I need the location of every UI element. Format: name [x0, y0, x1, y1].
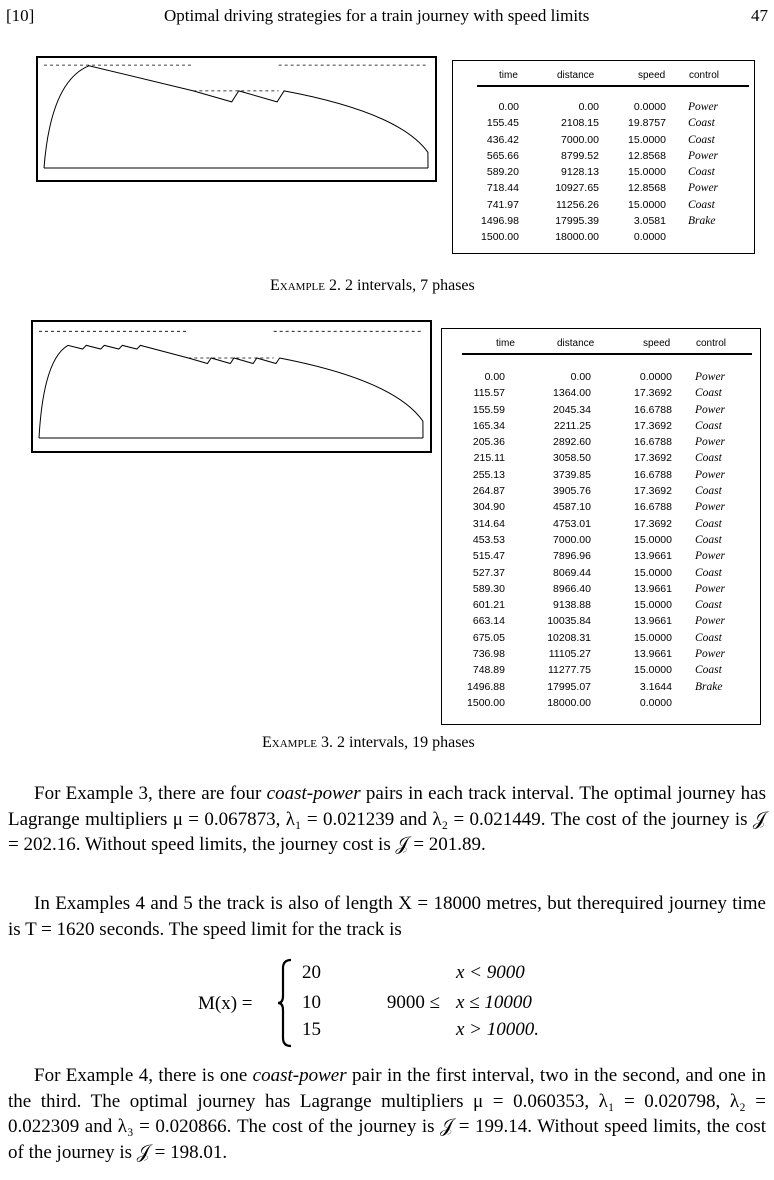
table-cell: 589.20 — [486, 166, 519, 179]
case-lower-bound: 9000 ≤ — [386, 992, 440, 1013]
table-header-rule — [477, 85, 749, 87]
table-cell: 11277.75 — [547, 664, 591, 677]
example3-caption — [262, 734, 475, 752]
table-cell: 10035.84 — [547, 615, 591, 628]
p1-text-italic: coast-power — [266, 783, 361, 804]
table-cell: 3058.50 — [553, 452, 591, 465]
example3-chart-svg — [33, 322, 430, 451]
equation-lhs: M(x) = — [198, 993, 253, 1014]
table-cell: 0.0000 — [639, 696, 672, 709]
case-value: 15 — [302, 1019, 321, 1040]
table-cell: 4753.01 — [553, 517, 591, 530]
column-header-control: control — [689, 70, 720, 81]
table-cell: Power — [695, 501, 726, 514]
table-cell: 15.0000 — [634, 566, 672, 579]
table-cell: 3739.85 — [553, 468, 591, 481]
table-cell: 304.90 — [472, 501, 505, 514]
table-cell: 19.8757 — [628, 117, 666, 130]
running-title: Optimal driving strategies for a train journey with speed limits — [164, 6, 590, 25]
table-cell: 0.0000 — [639, 371, 672, 383]
p3-text-a: For Example 4, there is one — [34, 1065, 253, 1086]
table-cell: 11256.26 — [555, 198, 599, 211]
table-cell: 2211.25 — [553, 419, 591, 432]
table-cell: 13.9661 — [634, 648, 672, 661]
table-cell: 17995.39 — [555, 215, 599, 228]
table-cell: 17995.07 — [547, 680, 591, 693]
table-cell: 1496.98 — [481, 215, 519, 228]
table-cell: Coast — [695, 452, 722, 465]
table-cell — [688, 229, 718, 245]
table-cell: 436.42 — [486, 133, 519, 146]
table-cell: 314.64 — [472, 517, 505, 530]
p3-text-b: pair in the first interval, two in the second, and one in the third. The optimal journey has Lagrange multipliers μ = 0.060353, λ₁ = 0.020798, λ₂ = 0.022309 and λ₃ = 0.020866. The cost of the journey is 𝒥 = 199.14. Without speed limits, the cost of the journey is 𝒥 = 198.01. — [8, 1065, 766, 1163]
table-cell: 12.8568 — [628, 149, 666, 162]
table-cell: 9138.88 — [553, 599, 591, 612]
table-cell: 165.34 — [472, 419, 505, 432]
example3-table — [441, 328, 761, 725]
column-header-distance: distance — [557, 338, 595, 349]
table-cell: Coast — [695, 664, 722, 677]
table-cell: 17.3692 — [634, 419, 672, 432]
table-cell: Coast — [688, 198, 715, 211]
caption-label: Example — [270, 277, 325, 294]
table-cell: 11105.27 — [548, 648, 591, 661]
table-cell: Coast — [695, 599, 722, 612]
table-cell: 155.59 — [472, 403, 505, 416]
table-cell: 3905.76 — [553, 485, 591, 498]
table-cell: 8966.40 — [553, 582, 591, 595]
column-header-distance: distance — [557, 70, 595, 81]
table-cell: 255.13 — [472, 468, 505, 481]
table-cell: 9128.13 — [561, 166, 599, 179]
table-cell: Power — [695, 615, 726, 628]
table-cell: 16.6788 — [634, 468, 672, 481]
table-cell: 7896.96 — [553, 550, 591, 563]
table-cell: 8069.44 — [553, 566, 591, 579]
table-cell: 3.0581 — [633, 215, 666, 228]
table-cell: 0.00 — [484, 371, 505, 383]
example2-caption — [270, 277, 475, 295]
table-cell: 675.05 — [472, 631, 505, 644]
caption-text: 2. 2 intervals, 7 phases — [329, 277, 475, 294]
table-cell: 0.0000 — [633, 101, 666, 113]
paragraph-example4 — [8, 1063, 766, 1165]
column-header-speed: speed — [638, 70, 666, 81]
page-label: [10] — [6, 6, 35, 25]
column-speed — [634, 369, 672, 711]
table-cell: 18000.00 — [547, 696, 591, 709]
example2-table — [452, 60, 755, 254]
table-cell: 527.37 — [472, 566, 505, 579]
case-condition: x ≤ 10000 — [456, 992, 532, 1013]
table-cell: 16.6788 — [634, 403, 672, 416]
table-cell: Power — [688, 149, 719, 162]
table-cell: 17.3692 — [634, 517, 672, 530]
table-cell: 4587.10 — [553, 501, 591, 514]
table-cell: Power — [688, 182, 719, 195]
table-cell: 155.45 — [486, 117, 519, 130]
table-cell: Coast — [688, 117, 715, 130]
table-cell: 264.87 — [472, 485, 505, 498]
case-value: 10 — [302, 992, 321, 1013]
table-cell: 0.00 — [578, 101, 599, 113]
table-cell: 115.57 — [473, 387, 505, 400]
table-cell: Power — [688, 101, 719, 113]
table-cell: 7000.00 — [561, 133, 599, 146]
table-cell: 16.6788 — [634, 501, 672, 514]
table-cell: 589.30 — [472, 582, 505, 595]
example2-speed-profile-chart — [36, 56, 437, 182]
table-cell: 15.0000 — [634, 631, 672, 644]
table-cell: 0.00 — [570, 371, 591, 383]
column-control — [695, 369, 725, 711]
table-cell: Power — [695, 648, 726, 661]
table-cell: Coast — [695, 631, 722, 644]
table-cell: Power — [695, 550, 726, 563]
p2-text: In Examples 4 and 5 the track is also of length X = 18000 metres, but therequired journey time is T = 1620 seconds. The speed limit for the track is — [8, 893, 766, 940]
table-cell: 718.44 — [486, 182, 519, 195]
table-cell: 0.00 — [498, 101, 519, 113]
case-value: 20 — [302, 962, 321, 983]
table-cell: 0.0000 — [633, 231, 666, 244]
table-cell: 13.9661 — [634, 582, 672, 595]
equation-brace — [276, 958, 294, 1048]
example2-chart-svg — [38, 58, 435, 180]
caption-label: Example — [262, 734, 317, 751]
column-header-speed: speed — [643, 338, 671, 349]
table-cell: 663.14 — [472, 615, 505, 628]
table-cell: 1500.00 — [481, 231, 519, 244]
table-cell: 16.6788 — [634, 436, 672, 449]
table-cell: 2045.34 — [553, 403, 591, 416]
table-cell: Power — [695, 468, 726, 481]
paragraph-example3 — [8, 781, 766, 858]
table-cell: Power — [695, 403, 726, 416]
table-cell: 12.8568 — [628, 182, 666, 195]
speed-profile-line — [44, 66, 428, 168]
column-control — [688, 99, 718, 246]
table-cell: Coast — [695, 387, 722, 400]
column-speed — [628, 99, 666, 246]
table-cell: Coast — [695, 419, 722, 432]
table-cell: 13.9661 — [634, 550, 672, 563]
table-cell: Power — [695, 436, 726, 449]
table-cell: 748.89 — [472, 664, 505, 677]
table-cell: Power — [695, 582, 726, 595]
table-cell: 7000.00 — [553, 533, 591, 546]
case-condition: x > 10000. — [456, 1019, 540, 1040]
table-cell: Brake — [695, 680, 723, 693]
column-header-time: time — [496, 338, 515, 349]
table-cell: 10927.65 — [555, 182, 599, 195]
table-header-rule — [462, 353, 752, 355]
table-cell: 736.98 — [472, 648, 505, 661]
table-cell: Brake — [688, 215, 716, 228]
table-cell: Coast — [688, 133, 715, 146]
column-distance — [555, 99, 599, 246]
table-cell: 215.11 — [473, 452, 505, 465]
column-time — [467, 369, 505, 711]
table-cell: 205.36 — [472, 436, 505, 449]
table-cell: 3.1644 — [639, 680, 672, 693]
column-header-control: control — [696, 338, 727, 349]
table-cell: 17.3692 — [634, 452, 672, 465]
p1-text-a: For Example 3, there are four — [34, 783, 267, 804]
caption-text: 3. 2 intervals, 19 phases — [321, 734, 475, 751]
table-cell: 15.0000 — [634, 533, 672, 546]
table-cell: 13.9661 — [634, 615, 672, 628]
table-cell: 15.0000 — [634, 664, 672, 677]
table-cell: 17.3692 — [634, 485, 672, 498]
table-cell: Power — [695, 371, 726, 383]
table-cell: 10208.31 — [547, 631, 591, 644]
table-cell: 15.0000 — [628, 166, 666, 179]
table-cell: Coast — [695, 533, 722, 546]
column-distance — [547, 369, 591, 711]
column-time — [481, 99, 519, 246]
example3-speed-profile-chart — [31, 320, 432, 453]
table-cell: Coast — [695, 517, 722, 530]
p1-text-b: pairs in each track interval. The optimal journey has Lagrange multipliers μ = 0.067873, λ₁ = 0.021239 and λ₂ = 0.021449. The cost of the journey is 𝒥 = 202.16. Without speed limits, the journey cost is 𝒥 = 201.89. — [8, 783, 766, 856]
speed-profile-line — [39, 345, 423, 438]
table-cell: 15.0000 — [634, 599, 672, 612]
column-header-time: time — [499, 70, 518, 81]
table-cell: 15.0000 — [628, 133, 666, 146]
table-cell: 8799.52 — [561, 149, 599, 162]
table-cell: 565.66 — [486, 149, 519, 162]
table-cell: Coast — [695, 566, 722, 579]
table-cell: 453.53 — [472, 533, 505, 546]
table-cell: 18000.00 — [555, 231, 599, 244]
table-cell: 515.47 — [472, 550, 505, 563]
table-cell: 2892.60 — [553, 436, 591, 449]
table-cell: 17.3692 — [634, 387, 672, 400]
table-cell: 1364.00 — [553, 387, 591, 400]
table-cell: 741.97 — [486, 198, 519, 211]
p3-text-italic: coast-power — [252, 1065, 347, 1086]
table-cell — [695, 695, 725, 711]
table-cell: 1496.88 — [467, 680, 505, 693]
table-cell: 2108.15 — [561, 117, 599, 130]
page-number: 47 — [751, 6, 768, 25]
table-cell: Coast — [688, 166, 715, 179]
paragraph-examples-4-5 — [8, 891, 766, 942]
case-condition: x < 9000 — [456, 962, 525, 983]
table-cell: 15.0000 — [628, 198, 666, 211]
table-cell: 1500.00 — [467, 696, 505, 709]
table-cell: 601.21 — [472, 599, 505, 612]
table-cell: Coast — [695, 485, 722, 498]
